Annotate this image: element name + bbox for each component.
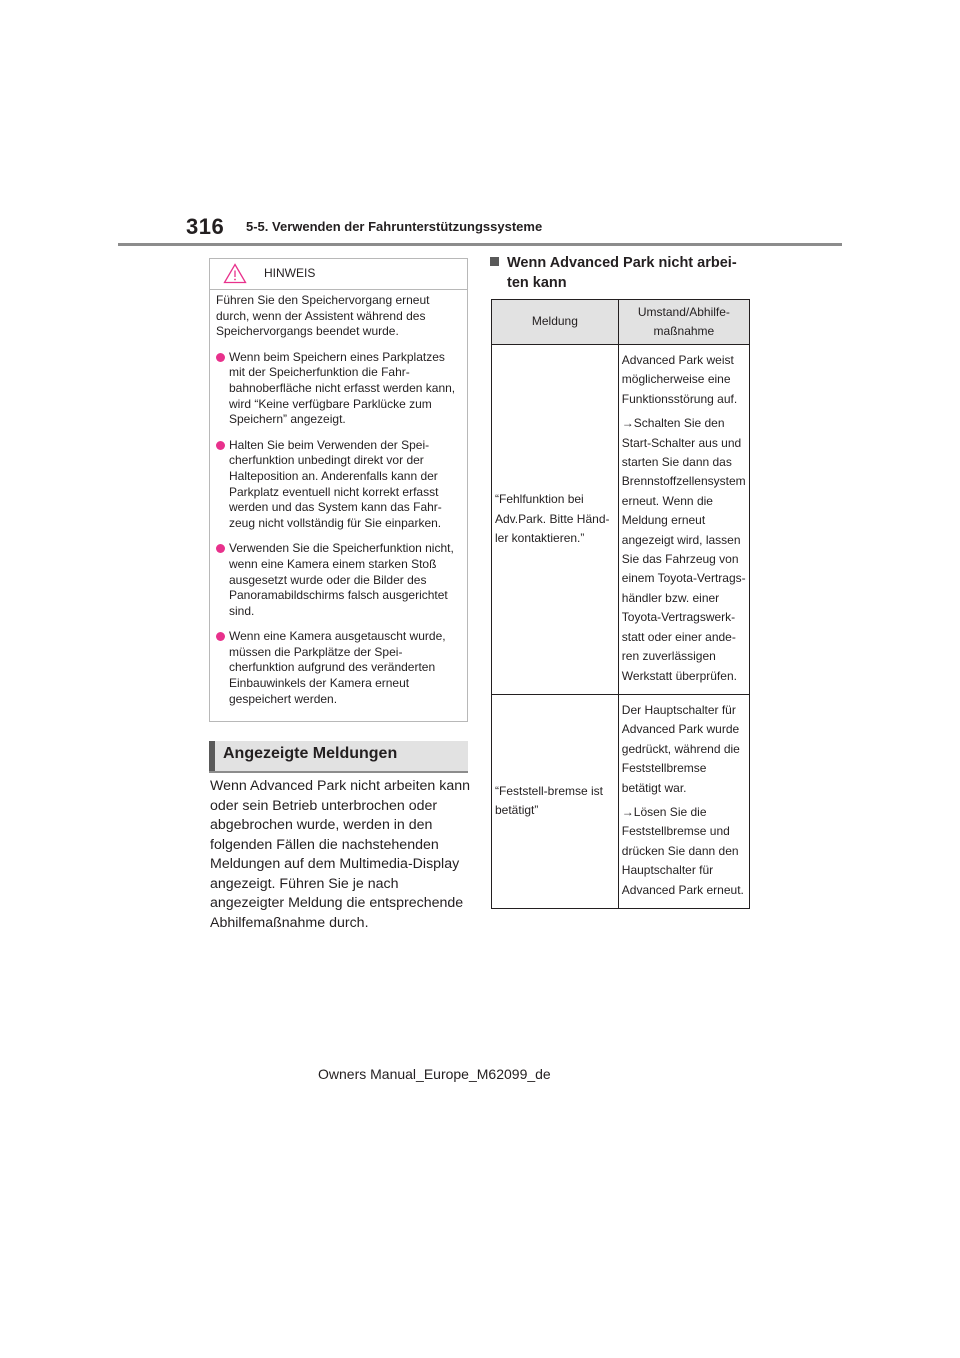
remedy-text: →Schalten Sie den Start-Schalter aus und starten Sie dann das Brennstoffzellensystem erneut. Wenn die Meldung erneut angezeigt wird, lassen Sie das Fahrzeug von einem Toyota-Vertragshändler bzw. einer Toyota-Vertragswerkstatt oder einer anderen zuverlässigen Werkstatt überprüfen. [621,416,746,683]
remedy-text: →Lösen Sie die Feststellbremse und drücken Sie dann den Hauptschalter für Advanced Park erneut. [621,804,744,897]
section-title-bar [209,741,468,773]
subsection-heading [490,254,760,293]
notice-item-text: Halten Sie beim Verwenden der Speicherfunktion unbedingt direkt vor der Halteposition an. Anderenfalls kann der Parkplatz eventuell nicht korrekt erfasst werden und das System kann das Fahrzeug nicht vollständig für Sie einparken. [229,437,442,530]
subsection-title-line2: ten kann [507,274,567,291]
table-cell-remedy [618,345,749,695]
cause-text: Der Hauptschalter für Advanced Park wurde gedrückt, während die Feststellbremse betätigt war. [621,702,740,795]
subsection-title-line1: Wenn Advanced Park nicht arbei- [507,255,737,271]
notice-intro: Führen Sie den Speichervorgang erneut durch, wenn der Assistent während des Speichervorgangs beendet wurde. [216,293,430,339]
bullet-icon [216,441,225,450]
table-header-row [492,300,750,345]
table-cell-message: “Fehlfunktion bei Adv.Park. Bitte Händler kontaktieren.” [492,345,619,695]
page-number: 316 [186,214,225,239]
table-header-remedy: Umstand/Abhilfemaßnahme [618,300,749,345]
section-header: 5-5. Verwenden der Fahrunterstützungssysteme [246,219,543,234]
notice-item-text: Wenn eine Kamera ausgetauscht wurde, müssen die Parkplätze der Speicherfunktion aufgrund des veränderten Einbauwinkels der Kamera erneut gespeichert werden. [229,629,446,706]
bullet-icon [216,353,225,362]
table-row [492,694,750,908]
bullet-icon [216,544,225,553]
notice-body [216,293,458,717]
table-row [492,345,750,695]
notice-box [209,258,468,722]
bullet-icon [216,632,225,641]
square-bullet-icon [490,257,499,266]
footer-text: Owners Manual_Europe_M62099_de [318,1066,551,1082]
table-header-message: Meldung [492,300,619,345]
notice-item-text: Verwenden Sie die Speicherfunktion nicht, wenn eine Kamera einem starken Stoß ausgesetzt wurde oder die Bilder des Panoramabildschirms falsch ausgerichtet sind. [229,541,454,618]
table-cell-message: “Feststell-bremse ist betätigt” [492,694,619,908]
section-paragraph: Wenn Advanced Park nicht arbeiten kann oder sein Betrieb unterbrochen oder abgebrochen wurde, werden in den folgenden Fällen die nachstehenden Meldungen auf dem Multimedia-Display angezeigt. Führen Sie je nach angezeigter Meldung die entsprechende Abhilfemaßnahme durch. [210,778,471,931]
table-cell-remedy [618,694,749,908]
header-divider [118,243,842,246]
notice-header [210,259,467,290]
notice-item-text: Wenn beim Speichern eines Parkplatzes mit der Speicherfunktion die Fahrbahnoberfläche nicht erfasst werden kann, wird “Keine verfügbare Parklücke zum Speichern” angezeigt. [229,349,456,427]
notice-item [216,629,458,707]
section-marker [209,741,215,771]
notice-list [216,350,458,707]
notice-item [216,541,458,619]
notice-title: HINWEIS [264,266,316,280]
notice-item [216,438,458,532]
message-table [491,299,750,909]
notice-item [216,350,458,428]
section-title: Angezeigte Meldungen [223,745,398,762]
warning-triangle-icon [223,263,247,284]
cause-text: Advanced Park weist möglicherweise eine Funktionsstörung auf. [621,353,738,406]
